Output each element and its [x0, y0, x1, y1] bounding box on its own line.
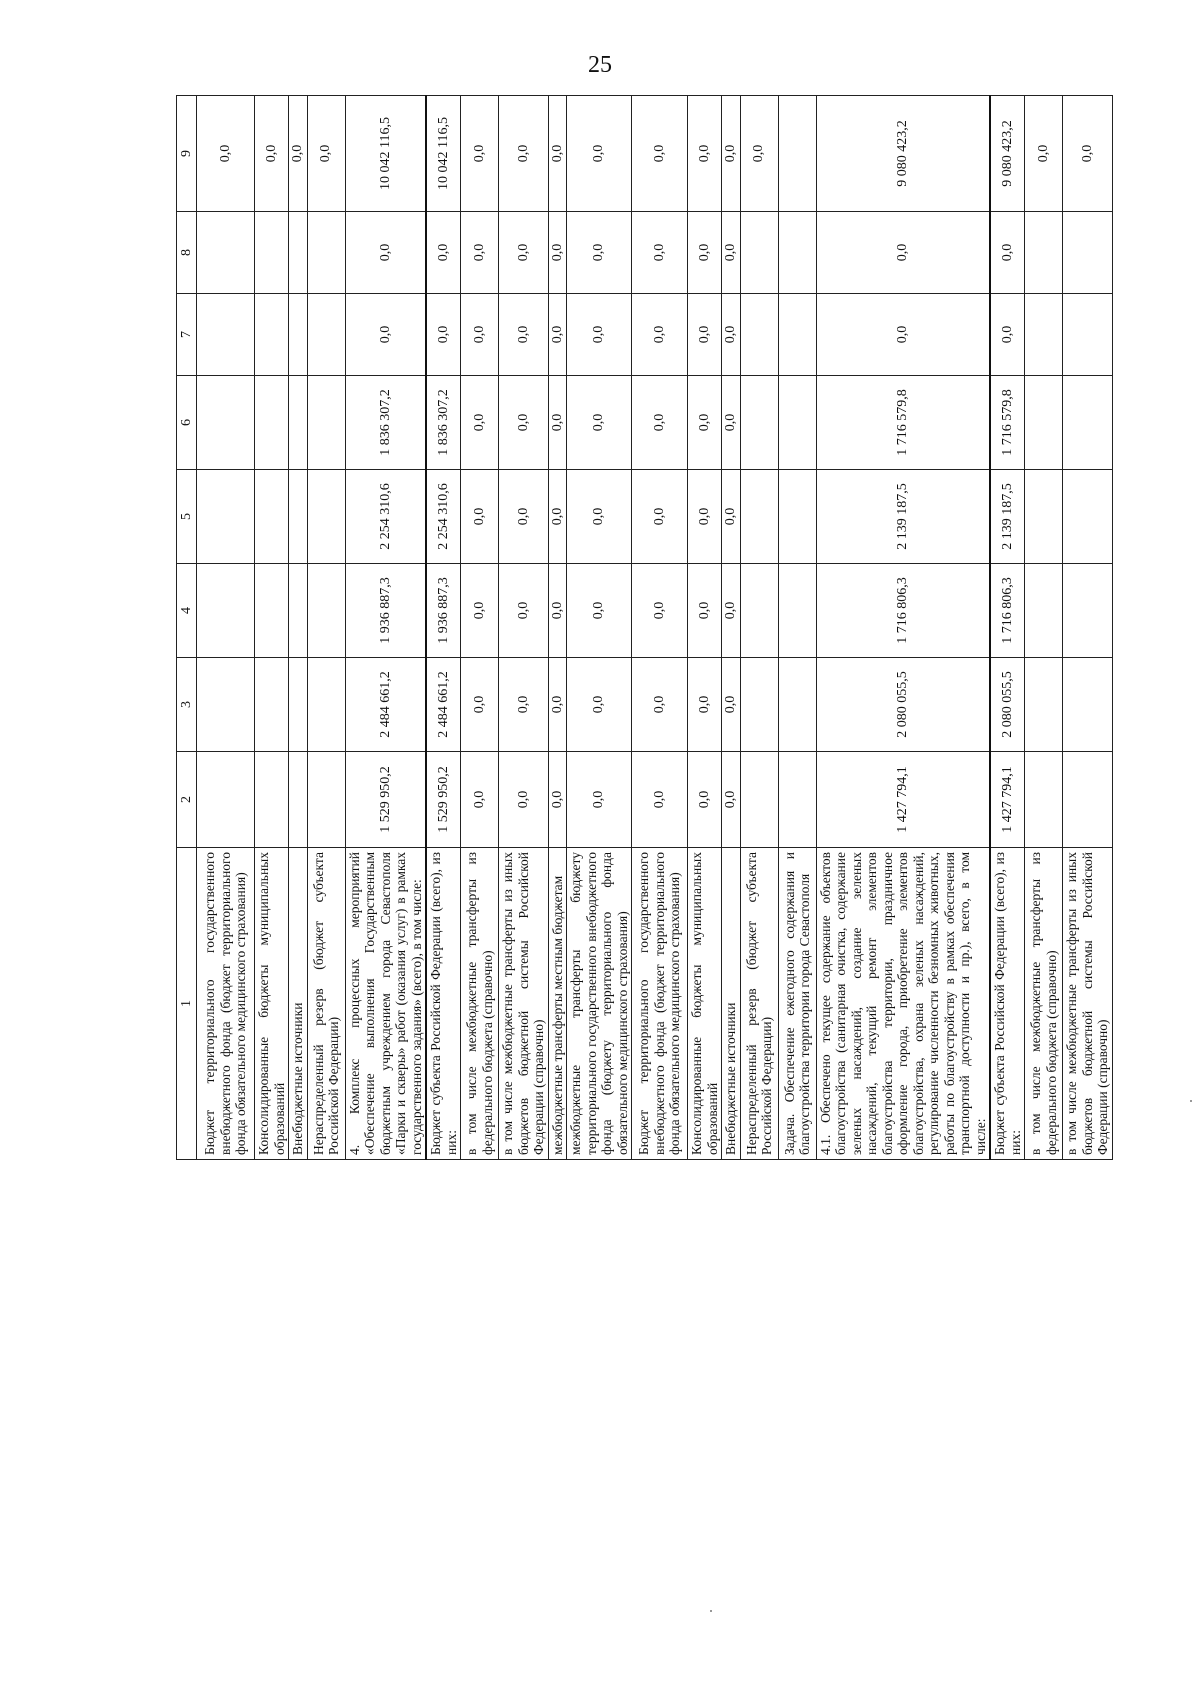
row-label: межбюджетные трансферты бюджету территориального государственного внебюджетного фонда (бюджету территориального фонда обязательного медицинского страхования): [567, 848, 632, 1160]
value-cell: 0,0: [632, 752, 688, 848]
table-row: [1025, 96, 1063, 1160]
value-cell: 0,0: [548, 294, 567, 376]
value-cell: 2 254 310,6: [426, 470, 461, 564]
value-cell: 0,0: [722, 470, 741, 564]
column-header: 6: [177, 376, 197, 470]
value-cell: 0,0: [499, 470, 549, 564]
value-cell: [1025, 658, 1063, 752]
value-cell: [197, 658, 255, 752]
value-cell: 0,0: [345, 294, 426, 376]
value-cell: [740, 752, 778, 848]
value-cell: 1 836 307,2: [426, 376, 461, 470]
value-cell: 0,0: [632, 470, 688, 564]
value-cell: 2 254 310,6: [345, 470, 426, 564]
value-cell: 0,0: [197, 96, 255, 212]
value-cell: [289, 658, 308, 752]
value-cell: 0,0: [688, 96, 722, 212]
value-cell: [197, 212, 255, 294]
row-label: межбюджетные трансферты местным бюджетам: [548, 848, 567, 1160]
value-cell: 0,0: [740, 96, 778, 212]
value-cell: 0,0: [461, 376, 499, 470]
value-cell: [197, 564, 255, 658]
value-cell: [1025, 212, 1063, 294]
column-header: 5: [177, 470, 197, 564]
table-body: [197, 96, 1113, 1160]
value-cell: 1 529 950,2: [345, 752, 426, 848]
value-cell: 0,0: [688, 752, 722, 848]
row-label: Консолидированные бюджеты муниципальных образований: [688, 848, 722, 1160]
value-cell: 0,0: [816, 212, 990, 294]
value-cell: [778, 212, 816, 294]
column-header: 7: [177, 294, 197, 376]
value-cell: 0,0: [548, 470, 567, 564]
value-cell: 0,0: [1025, 96, 1063, 212]
table-row: [499, 96, 549, 1160]
value-cell: [307, 294, 345, 376]
value-cell: 1 716 806,3: [990, 564, 1025, 658]
value-cell: [740, 564, 778, 658]
table-row: [255, 96, 289, 1160]
value-cell: 2 139 187,5: [816, 470, 990, 564]
value-cell: [1063, 564, 1113, 658]
value-cell: 0,0: [499, 564, 549, 658]
scan-speck: [1190, 1100, 1192, 1102]
table-row: [461, 96, 499, 1160]
value-cell: [307, 212, 345, 294]
value-cell: [778, 294, 816, 376]
value-cell: 0,0: [461, 212, 499, 294]
value-cell: 1 936 887,3: [426, 564, 461, 658]
value-cell: [740, 212, 778, 294]
value-cell: 0,0: [990, 212, 1025, 294]
value-cell: [1063, 658, 1113, 752]
value-cell: 0,0: [632, 564, 688, 658]
value-cell: [778, 752, 816, 848]
column-header: 1: [177, 848, 197, 1160]
value-cell: 0,0: [722, 752, 741, 848]
row-label: Задача. Обеспечение ежегодного содержания и благоустройства территории города Севастополя: [778, 848, 816, 1160]
value-cell: [289, 294, 308, 376]
value-cell: [1063, 376, 1113, 470]
value-cell: 0,0: [816, 294, 990, 376]
value-cell: 0,0: [567, 752, 632, 848]
value-cell: 0,0: [461, 658, 499, 752]
value-cell: 0,0: [722, 376, 741, 470]
value-cell: 9 080 423,2: [990, 96, 1025, 212]
value-cell: 2 080 055,5: [990, 658, 1025, 752]
header-row: [177, 96, 197, 1160]
column-header: 8: [177, 212, 197, 294]
table-row: [816, 96, 990, 1160]
value-cell: 2 484 661,2: [345, 658, 426, 752]
value-cell: 0,0: [548, 752, 567, 848]
value-cell: 2 080 055,5: [816, 658, 990, 752]
value-cell: 0,0: [722, 294, 741, 376]
row-label: в том числе межбюджетные трансферты из иных бюджетов бюджетной системы Российской Федерации (справочно): [1063, 848, 1113, 1160]
value-cell: [255, 294, 289, 376]
row-label: 4.1. Обеспечено текущее содержание объектов благоустройства (санитарная очистка, содержание зеленых насаждений, создание зеленых насаждений, текущий ремонт элементов благоустройства территории, праздничное оформление города, приобретение элементов благоустройства, охрана зеленых насаждений, регулирование численности безномных животных, работы по благоустройству в рамках обеспечения транспортной доступности и пр.), всего, в том числе:: [816, 848, 990, 1160]
budget-table: [176, 95, 1113, 1160]
value-cell: [778, 376, 816, 470]
value-cell: 0,0: [548, 212, 567, 294]
value-cell: [255, 564, 289, 658]
value-cell: [255, 470, 289, 564]
value-cell: 0,0: [632, 376, 688, 470]
value-cell: 0,0: [499, 658, 549, 752]
value-cell: [307, 752, 345, 848]
value-cell: [255, 658, 289, 752]
value-cell: [1025, 294, 1063, 376]
table-row: [345, 96, 426, 1160]
row-label: Бюджет субъекта Российской Федерации (всего), из них:: [426, 848, 461, 1160]
value-cell: 0,0: [345, 212, 426, 294]
value-cell: 0,0: [567, 376, 632, 470]
value-cell: 0,0: [567, 294, 632, 376]
value-cell: 0,0: [461, 294, 499, 376]
value-cell: 0,0: [567, 212, 632, 294]
value-cell: 0,0: [632, 96, 688, 212]
value-cell: 0,0: [499, 294, 549, 376]
value-cell: 0,0: [548, 564, 567, 658]
value-cell: 0,0: [567, 470, 632, 564]
table-row: [197, 96, 255, 1160]
value-cell: [778, 564, 816, 658]
value-cell: [197, 294, 255, 376]
value-cell: 1 716 579,8: [990, 376, 1025, 470]
value-cell: 1 716 806,3: [816, 564, 990, 658]
value-cell: 0,0: [307, 96, 345, 212]
value-cell: 1 936 887,3: [345, 564, 426, 658]
value-cell: [740, 294, 778, 376]
table-row: [1063, 96, 1113, 1160]
value-cell: [1025, 376, 1063, 470]
scan-speck: [710, 1610, 712, 1612]
value-cell: 0,0: [499, 376, 549, 470]
value-cell: 0,0: [688, 294, 722, 376]
value-cell: 1 836 307,2: [345, 376, 426, 470]
row-label: Внебюджетные источники: [289, 848, 308, 1160]
table-row: [307, 96, 345, 1160]
value-cell: 2 484 661,2: [426, 658, 461, 752]
value-cell: 0,0: [548, 96, 567, 212]
value-cell: 0,0: [567, 658, 632, 752]
value-cell: [289, 564, 308, 658]
value-cell: [197, 470, 255, 564]
value-cell: 1 427 794,1: [816, 752, 990, 848]
value-cell: [197, 752, 255, 848]
value-cell: [1025, 752, 1063, 848]
value-cell: 10 042 116,5: [345, 96, 426, 212]
value-cell: [289, 752, 308, 848]
table-row: [990, 96, 1025, 1160]
value-cell: 0,0: [461, 96, 499, 212]
table-row: [688, 96, 722, 1160]
value-cell: 9 080 423,2: [816, 96, 990, 212]
column-header: 3: [177, 658, 197, 752]
value-cell: 0,0: [461, 752, 499, 848]
value-cell: 0,0: [567, 564, 632, 658]
row-label: Нераспределенный резерв (бюджет субъекта Российской Федерации): [307, 848, 345, 1160]
value-cell: 10 042 116,5: [426, 96, 461, 212]
value-cell: 0,0: [1063, 96, 1113, 212]
value-cell: [740, 376, 778, 470]
value-cell: 0,0: [499, 212, 549, 294]
value-cell: [778, 96, 816, 212]
value-cell: [255, 212, 289, 294]
table-row: [632, 96, 688, 1160]
value-cell: [289, 470, 308, 564]
value-cell: 0,0: [426, 212, 461, 294]
table-row: [426, 96, 461, 1160]
row-label: Нераспределенный резерв (бюджет субъекта Российской Федерации): [740, 848, 778, 1160]
value-cell: 1 529 950,2: [426, 752, 461, 848]
value-cell: 0,0: [688, 376, 722, 470]
value-cell: 0,0: [289, 96, 308, 212]
value-cell: 0,0: [255, 96, 289, 212]
value-cell: [740, 470, 778, 564]
value-cell: 0,0: [426, 294, 461, 376]
table-row: [567, 96, 632, 1160]
value-cell: [740, 658, 778, 752]
value-cell: 0,0: [632, 658, 688, 752]
value-cell: [1063, 470, 1113, 564]
value-cell: 1 427 794,1: [990, 752, 1025, 848]
column-header: 2: [177, 752, 197, 848]
value-cell: 0,0: [688, 658, 722, 752]
value-cell: [255, 752, 289, 848]
row-label: Бюджет территориального государственного внебюджетного фонда (бюджет территориального фонда обязательного медицинского страхования): [632, 848, 688, 1160]
value-cell: [1025, 564, 1063, 658]
table-row: [778, 96, 816, 1160]
row-label: Внебюджетные источники: [722, 848, 741, 1160]
value-cell: 0,0: [722, 212, 741, 294]
table-row: [740, 96, 778, 1160]
value-cell: [289, 376, 308, 470]
value-cell: 0,0: [688, 564, 722, 658]
value-cell: 0,0: [722, 96, 741, 212]
value-cell: 0,0: [499, 752, 549, 848]
value-cell: [255, 376, 289, 470]
table-row: [548, 96, 567, 1160]
row-label: Бюджет субъекта Российской Федерации (всего), из них:: [990, 848, 1025, 1160]
value-cell: [289, 212, 308, 294]
rotated-table-page: [176, 96, 1110, 1160]
value-cell: [1063, 294, 1113, 376]
table-row: [289, 96, 308, 1160]
row-label: в том числе межбюджетные трансферты из федерального бюджета (справочно): [461, 848, 499, 1160]
value-cell: [778, 470, 816, 564]
value-cell: [307, 470, 345, 564]
value-cell: 0,0: [548, 658, 567, 752]
value-cell: 0,0: [567, 96, 632, 212]
value-cell: 2 139 187,5: [990, 470, 1025, 564]
value-cell: [1063, 752, 1113, 848]
value-cell: [1063, 212, 1113, 294]
page-number: 25: [588, 52, 612, 78]
row-label: в том числе межбюджетные трансферты из иных бюджетов бюджетной системы Российской Федерации (справочно): [499, 848, 549, 1160]
value-cell: 0,0: [632, 294, 688, 376]
value-cell: 1 716 579,8: [816, 376, 990, 470]
value-cell: [307, 564, 345, 658]
column-header: 4: [177, 564, 197, 658]
value-cell: 0,0: [499, 96, 549, 212]
value-cell: 0,0: [632, 212, 688, 294]
value-cell: [197, 376, 255, 470]
value-cell: [1025, 470, 1063, 564]
value-cell: 0,0: [461, 470, 499, 564]
value-cell: 0,0: [722, 658, 741, 752]
value-cell: [307, 376, 345, 470]
value-cell: 0,0: [688, 212, 722, 294]
column-header: 9: [177, 96, 197, 212]
row-label: Бюджет территориального государственного внебюджетного фонда (бюджет территориального фонда обязательного медицинского страхования): [197, 848, 255, 1160]
value-cell: 0,0: [722, 564, 741, 658]
value-cell: 0,0: [990, 294, 1025, 376]
row-label: Консолидированные бюджеты муниципальных образований: [255, 848, 289, 1160]
value-cell: [307, 658, 345, 752]
value-cell: [778, 658, 816, 752]
table-row: [722, 96, 741, 1160]
row-label: в том числе межбюджетные трансферты из федерального бюджета (справочно): [1025, 848, 1063, 1160]
row-label: 4. Комплекс процессных мероприятий «Обеспечение выполнения Государственным бюджетным учреждением города Севастополя «Парки и скверы» работ (оказания услуг) в рамках государственного задания» (всего), в том числе:: [345, 848, 426, 1160]
value-cell: 0,0: [548, 376, 567, 470]
value-cell: 0,0: [688, 470, 722, 564]
value-cell: 0,0: [461, 564, 499, 658]
